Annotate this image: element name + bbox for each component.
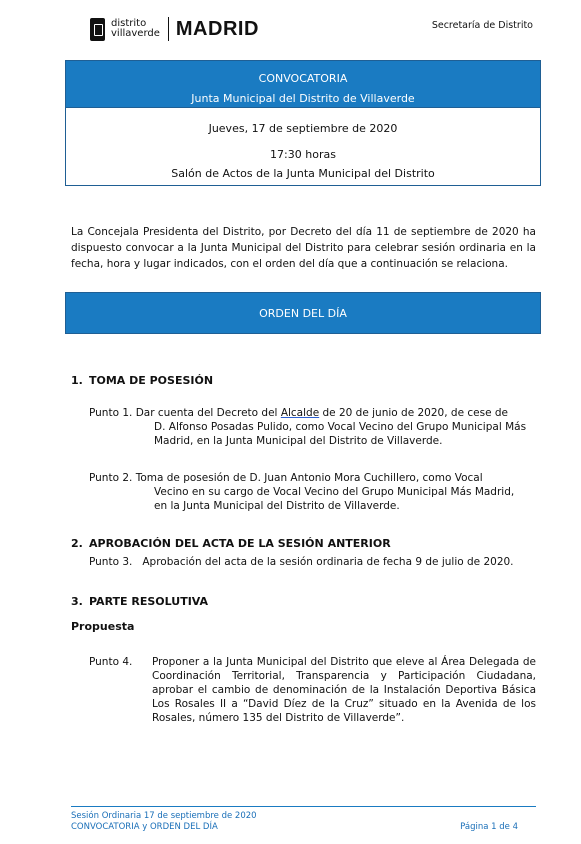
convocatoria-header <box>65 60 541 108</box>
session-place: Salón de Actos de la Junta Municipal del Distrito <box>171 167 435 180</box>
section-title: PARTE RESOLUTIVA <box>89 595 209 608</box>
footer-doc-title: CONVOCATORIA y ORDEN DEL DÍA <box>71 822 218 832</box>
logo-district-text <box>111 19 160 39</box>
section-title: APROBACIÓN DEL ACTA DE LA SESIÓN ANTERIOR <box>89 537 391 550</box>
logo-divider <box>168 17 169 41</box>
punto-4-label: Punto 4. <box>89 656 133 668</box>
section-heading <box>71 537 391 550</box>
punto-1-continuation: D. Alfonso Posadas Pulido, como Vocal Vecino del Grupo Municipal Más Madrid, en la Junta Municipal del Distrito de Villaverde. <box>154 421 527 447</box>
footer-info <box>71 811 257 833</box>
propuesta-heading: Propuesta <box>71 620 135 633</box>
logo-line2: villaverde <box>111 28 160 39</box>
section-number: 3. <box>71 595 83 608</box>
punto-1-text: Punto 1. Dar cuenta del Decreto del <box>89 407 281 419</box>
punto-1 <box>89 406 529 448</box>
orden-del-dia-header: ORDEN DEL DÍA <box>65 292 541 334</box>
section-heading <box>71 374 213 387</box>
punto-1-text-underlined: Alcalde <box>280 407 320 419</box>
punto-4-text: Proponer a la Junta Municipal del Distrito que eleve al Área Delegada de Coordinación Territorial, Transparencia y Participación Ciudadana, aprobar el cambio de denominación de la Instalación Deportiva Básica Los Rosales II a “David Díez de la Cruz” situado en la Avenida de los Rosales, número 135 del Distrito de Villaverde”. <box>152 656 536 724</box>
footer-session: Sesión Ordinaria 17 de septiembre de 2020 <box>71 811 257 821</box>
madrid-logo <box>90 16 259 42</box>
footer-divider <box>71 806 536 807</box>
convocatoria-details <box>65 108 541 186</box>
punto-2-text: Punto 2. Toma de posesión de D. Juan Antonio Mora Cuchillero, como Vocal <box>89 472 483 484</box>
punto-3: Punto 3. Aprobación del acta de la sesión ordinaria de fecha 9 de julio de 2020. <box>89 556 514 568</box>
section-number: 2. <box>71 537 83 550</box>
section-heading <box>71 595 208 608</box>
intro-paragraph: La Concejala Presidenta del Distrito, por Decreto del día 11 de septiembre de 2020 ha dispuesto convocar a la Junta Municipal del Distrito para celebrar sesión ordinaria en la fecha, hora y lugar indicados, con el orden del día que a continuación se relaciona. <box>71 226 536 270</box>
section-number: 1. <box>71 374 83 387</box>
madrid-emblem-icon <box>90 18 105 41</box>
session-time: 17:30 horas <box>270 148 336 161</box>
convocatoria-title: CONVOCATORIA <box>258 72 348 85</box>
punto-2 <box>89 471 529 513</box>
department-label: Secretaría de Distrito <box>431 20 533 31</box>
session-date: Jueves, 17 de septiembre de 2020 <box>208 122 398 135</box>
page-number: Página 1 de 4 <box>460 822 518 832</box>
logo-line1: distrito <box>111 18 147 29</box>
punto-1-text-end: de 20 de junio de 2020, de cese de <box>319 407 508 419</box>
logo-city: MADRID <box>175 17 259 40</box>
section-title: TOMA DE POSESIÓN <box>89 374 214 387</box>
punto-2-continuation: Vecino en su cargo de Vocal Vecino del Grupo Municipal Más Madrid, en la Junta Municipal del Distrito de Villaverde. <box>154 486 515 512</box>
convocatoria-subtitle: Junta Municipal del Distrito de Villaverde <box>191 92 415 105</box>
